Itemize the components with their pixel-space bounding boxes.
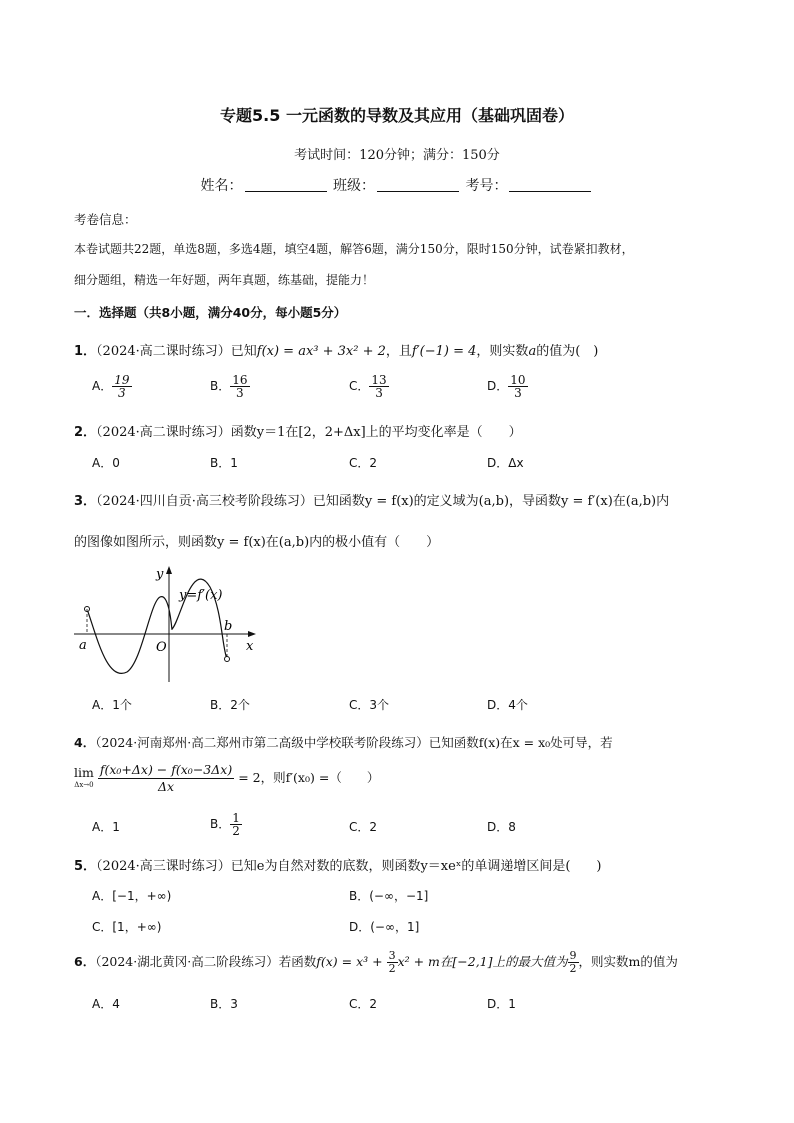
q3-line1: （2024·四川自贡·高三校考阶段练习）已知函数y = f(x)的定义域为(a,b)，导函数y = f′(x)在(a,b)内 xyxy=(96,494,670,509)
q1-expr1: f(x) = ax³ + 3x² + 2 xyxy=(256,344,386,359)
info-line1: 本卷试题共22题，单选8题，多选4题，填空4题，解答6题，满分150分，限时150分钟，试卷紧扣教材， xyxy=(74,242,634,256)
graph-origin-label: O xyxy=(156,640,167,655)
q5-text: （2024·高三课时练习）已知e为自然对数的底数，则函数y＝xeˣ的单调递增区间是( ) xyxy=(96,859,602,874)
info-line2: 细分题组，精选一年好题，两年真题，练基础，提能力！ xyxy=(74,273,375,287)
q2-option-d[interactable]: D．Δx xyxy=(487,456,524,470)
q4-lim-sub: Δx→0 xyxy=(74,780,94,789)
q6-frac-den: 2 xyxy=(388,962,396,975)
q6-option-a[interactable]: A．4 xyxy=(92,997,120,1011)
q4-option-d[interactable]: D．8 xyxy=(487,820,516,834)
q1-end: 的值为( ) xyxy=(536,344,599,359)
q2-text: （2024·高二课时练习）函数y＝1在[2，2+Δx]上的平均变化率是（ ） xyxy=(96,425,522,440)
x-axis-arrow xyxy=(248,631,256,637)
q6-tail: ，则实数m的值为 xyxy=(578,954,678,969)
q2-number: 2． xyxy=(74,425,97,440)
q1-tail: ，则实数 xyxy=(476,344,529,359)
q2-option-a[interactable]: A．0 xyxy=(92,456,120,470)
question-2 xyxy=(74,421,522,440)
q6-option-d[interactable]: D．1 xyxy=(487,997,516,1011)
question-4 xyxy=(74,733,613,751)
q3-line2: 的图像如图所示，则函数y = f(x)在(a,b)内的极小值有（ ） xyxy=(74,535,440,550)
q4-frac-num: f(x₀+Δx) − f(x₀−3Δx) xyxy=(99,762,233,777)
info-heading: 考卷信息： xyxy=(74,212,137,227)
q4-lim: lim xyxy=(74,764,94,780)
graph-x-label: x xyxy=(246,639,254,654)
q4-limit-expr xyxy=(74,762,379,795)
question-1 xyxy=(74,340,598,359)
q1-option-a[interactable]: A． $\frac{19}{3}$ xyxy=(92,373,130,400)
q1-source: （2024·高二课时练习）已知 xyxy=(96,344,257,359)
q1-option-d[interactable]: D． $\frac{10}{3}$ xyxy=(487,373,526,400)
q6-expr-pre: f(x) = x³ + xyxy=(316,954,387,969)
q3-option-c[interactable]: C．3个 xyxy=(349,698,390,712)
q4-option-b[interactable]: B． $\frac{1}{2}$ xyxy=(210,811,240,838)
q4-option-a[interactable]: A．1 xyxy=(92,820,120,834)
q4-option-c[interactable]: C．2 xyxy=(349,820,378,834)
q6-expr-post: x² + m在[−2,1]上的最大值为 xyxy=(397,954,568,969)
q5-number: 5． xyxy=(74,859,97,874)
q6-option-b[interactable]: B．3 xyxy=(210,997,238,1011)
q5-option-b[interactable]: B．(−∞，−1] xyxy=(349,889,429,903)
q5-option-d[interactable]: D．(−∞，1] xyxy=(349,920,420,934)
q1-var: a xyxy=(528,344,537,359)
q3-option-d[interactable]: D．4个 xyxy=(487,698,528,712)
graph-y-label: y xyxy=(156,567,164,582)
q4-tail: = 2，则f′(x₀) =（ ） xyxy=(238,770,380,785)
q4-line1: （2024·河南郑州·高二郑州市第二高级中学校联考阶段练习）已知函数f(x)在x = x₀处可导，若 xyxy=(95,735,613,750)
exam-meta: 考试时间：120分钟；满分：150分 xyxy=(294,148,500,163)
q6-frac-num: 3 xyxy=(388,949,396,962)
q6-number: 6． xyxy=(74,954,96,969)
graph-a-label: a xyxy=(79,638,87,653)
page-title: 专题5.5 一元函数的导数及其应用（基础巩固卷） xyxy=(220,106,574,125)
q3-number: 3． xyxy=(74,494,97,509)
name-label: 姓名： xyxy=(200,178,243,194)
q6-max-den: 2 xyxy=(569,962,577,975)
id-field[interactable] xyxy=(509,177,591,192)
class-label: 班级： xyxy=(333,178,375,194)
name-field[interactable] xyxy=(245,177,327,192)
q6-max-num: 9 xyxy=(569,949,577,962)
question-3 xyxy=(74,490,669,509)
id-label: 考号： xyxy=(465,178,508,194)
q1-option-c[interactable]: C． $\frac{13}{3}$ xyxy=(349,373,387,400)
question-5 xyxy=(74,855,601,874)
y-axis-arrow xyxy=(166,566,172,574)
q1-expr2: f′(−1) = 4 xyxy=(411,344,477,359)
question-6 xyxy=(74,950,678,975)
graph-curve-label: y=f′(x) xyxy=(179,588,223,603)
q5-option-c[interactable]: C．[1，+∞) xyxy=(92,920,162,934)
q2-option-b[interactable]: B．1 xyxy=(210,456,238,470)
q1-number: 1． xyxy=(74,344,97,359)
q3-option-a[interactable]: A．1个 xyxy=(92,698,132,712)
q5-option-a[interactable]: A．[−1，+∞) xyxy=(92,889,172,903)
derivative-graph xyxy=(72,562,262,687)
class-field[interactable] xyxy=(377,177,459,192)
q1-option-b[interactable]: B． $\frac{16}{3}$ xyxy=(210,373,248,400)
q3-option-b[interactable]: B．2个 xyxy=(210,698,250,712)
section-heading: 一．选择题（共8小题，满分40分，每小题5分） xyxy=(74,305,347,320)
q4-frac-den: Δx xyxy=(157,779,175,794)
student-fields xyxy=(0,175,794,195)
q1-mid: ，且 xyxy=(385,344,412,359)
q2-option-c[interactable]: C．2 xyxy=(349,456,378,470)
q6-source: （2024·湖北黄冈·高二阶段练习）若函数 xyxy=(95,954,317,969)
q6-option-c[interactable]: C．2 xyxy=(349,997,378,1011)
q4-number: 4． xyxy=(74,735,96,750)
graph-b-label: b xyxy=(224,619,233,634)
